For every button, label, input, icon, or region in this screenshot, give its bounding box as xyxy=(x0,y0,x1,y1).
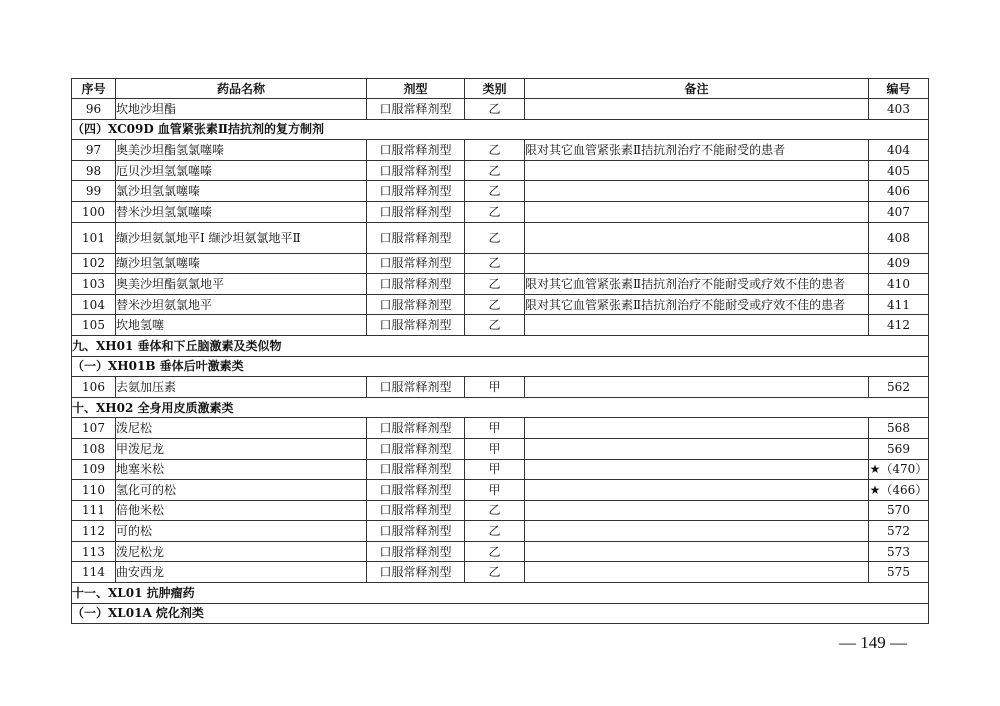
cell-code: 575 xyxy=(869,562,929,583)
cell-no: 114 xyxy=(72,562,116,583)
cell-category: 乙 xyxy=(465,315,525,336)
section-row xyxy=(72,397,929,418)
cell-code: 407 xyxy=(869,201,929,222)
cell-category: 乙 xyxy=(465,274,525,295)
cell-code: 410 xyxy=(869,274,929,295)
cell-code: 405 xyxy=(869,160,929,181)
cell-form: 口服常释剂型 xyxy=(367,274,465,295)
cell-note: 限对其它血管紧张素Ⅱ拮抗剂治疗不能耐受的患者 xyxy=(525,140,869,161)
cell-category: 乙 xyxy=(465,562,525,583)
table-row xyxy=(72,562,929,583)
cell-form: 口服常释剂型 xyxy=(367,181,465,202)
cell-category: 乙 xyxy=(465,140,525,161)
cell-no: 109 xyxy=(72,459,116,480)
cell-code: 411 xyxy=(869,294,929,315)
table-row xyxy=(72,377,929,398)
cell-no: 108 xyxy=(72,438,116,459)
cell-name: 缬沙坦氢氯噻嗪 xyxy=(116,253,367,274)
cell-note xyxy=(525,459,869,480)
cell-no: 111 xyxy=(72,500,116,521)
cell-note xyxy=(525,160,869,181)
table-row xyxy=(72,541,929,562)
table-row xyxy=(72,315,929,336)
cell-category: 乙 xyxy=(465,201,525,222)
cell-form: 口服常释剂型 xyxy=(367,377,465,398)
cell-category: 乙 xyxy=(465,253,525,274)
cell-no: 113 xyxy=(72,541,116,562)
section-title: （一）XL01A 烷化剂类 xyxy=(72,603,929,624)
page-number: — 149 — xyxy=(839,633,907,652)
cell-note xyxy=(525,253,869,274)
cell-category: 乙 xyxy=(465,99,525,120)
cell-category: 乙 xyxy=(465,541,525,562)
table-row xyxy=(72,222,929,253)
cell-category: 甲 xyxy=(465,480,525,501)
header-name: 药品名称 xyxy=(116,79,367,99)
table-row xyxy=(72,438,929,459)
cell-code: 569 xyxy=(869,438,929,459)
cell-note xyxy=(525,222,869,253)
table-row xyxy=(72,274,929,295)
table-row xyxy=(72,201,929,222)
cell-no: 101 xyxy=(72,222,116,253)
table-row xyxy=(72,521,929,542)
cell-category: 甲 xyxy=(465,438,525,459)
cell-note xyxy=(525,181,869,202)
cell-form: 口服常释剂型 xyxy=(367,418,465,439)
cell-category: 甲 xyxy=(465,418,525,439)
cell-form: 口服常释剂型 xyxy=(367,459,465,480)
cell-no: 106 xyxy=(72,377,116,398)
cell-category: 乙 xyxy=(465,181,525,202)
cell-note xyxy=(525,500,869,521)
header-no: 序号 xyxy=(72,79,116,99)
section-title: 十、XH02 全身用皮质激素类 xyxy=(72,397,929,418)
cell-name: 氯沙坦氢氯噻嗪 xyxy=(116,181,367,202)
cell-note xyxy=(525,521,869,542)
header-note: 备注 xyxy=(525,79,869,99)
cell-form: 口服常释剂型 xyxy=(367,480,465,501)
cell-code: ★（466） xyxy=(869,480,929,501)
cell-code: 412 xyxy=(869,315,929,336)
cell-form: 口服常释剂型 xyxy=(367,521,465,542)
cell-code: 570 xyxy=(869,500,929,521)
cell-name: 曲安西龙 xyxy=(116,562,367,583)
table-row xyxy=(72,459,929,480)
table-row xyxy=(72,480,929,501)
cell-name: 甲泼尼龙 xyxy=(116,438,367,459)
section-row xyxy=(72,603,929,624)
cell-name: 坎地沙坦酯 xyxy=(116,99,367,120)
section-row xyxy=(72,119,929,140)
cell-code: 408 xyxy=(869,222,929,253)
cell-name: 缬沙坦氨氯地平Ⅰ 缬沙坦氨氯地平Ⅱ xyxy=(116,222,367,253)
cell-form: 口服常释剂型 xyxy=(367,500,465,521)
cell-form: 口服常释剂型 xyxy=(367,222,465,253)
cell-name: 厄贝沙坦氢氯噻嗪 xyxy=(116,160,367,181)
cell-note xyxy=(525,377,869,398)
cell-code: 409 xyxy=(869,253,929,274)
cell-name: 奥美沙坦酯氨氯地平 xyxy=(116,274,367,295)
table-row xyxy=(72,253,929,274)
cell-form: 口服常释剂型 xyxy=(367,160,465,181)
table-row xyxy=(72,160,929,181)
cell-no: 98 xyxy=(72,160,116,181)
cell-no: 103 xyxy=(72,274,116,295)
cell-note xyxy=(525,315,869,336)
cell-note xyxy=(525,99,869,120)
cell-note: 限对其它血管紧张素Ⅱ拮抗剂治疗不能耐受或疗效不佳的患者 xyxy=(525,294,869,315)
cell-name: 倍他米松 xyxy=(116,500,367,521)
cell-code: 406 xyxy=(869,181,929,202)
cell-note xyxy=(525,541,869,562)
cell-code: 404 xyxy=(869,140,929,161)
cell-form: 口服常释剂型 xyxy=(367,541,465,562)
cell-no: 97 xyxy=(72,140,116,161)
cell-name: 去氨加压素 xyxy=(116,377,367,398)
cell-category: 乙 xyxy=(465,222,525,253)
cell-name: 奥美沙坦酯氢氯噻嗪 xyxy=(116,140,367,161)
cell-name: 坎地氢噻 xyxy=(116,315,367,336)
cell-no: 107 xyxy=(72,418,116,439)
cell-category: 甲 xyxy=(465,459,525,480)
cell-form: 口服常释剂型 xyxy=(367,562,465,583)
cell-code: 568 xyxy=(869,418,929,439)
cell-category: 乙 xyxy=(465,521,525,542)
cell-note xyxy=(525,418,869,439)
cell-note: 限对其它血管紧张素Ⅱ拮抗剂治疗不能耐受或疗效不佳的患者 xyxy=(525,274,869,295)
header-row xyxy=(72,79,929,99)
cell-note xyxy=(525,438,869,459)
table-row xyxy=(72,181,929,202)
section-title: 十一、XL01 抗肿瘤药 xyxy=(72,583,929,604)
cell-name: 可的松 xyxy=(116,521,367,542)
cell-category: 乙 xyxy=(465,500,525,521)
cell-name: 泼尼松 xyxy=(116,418,367,439)
cell-no: 96 xyxy=(72,99,116,120)
cell-code: ★（470） xyxy=(869,459,929,480)
cell-category: 乙 xyxy=(465,160,525,181)
header-category: 类别 xyxy=(465,79,525,99)
section-title: （四）XC09D 血管紧张素Ⅱ拮抗剂的复方制剂 xyxy=(72,119,929,140)
cell-no: 99 xyxy=(72,181,116,202)
section-title: （一）XH01B 垂体后叶激素类 xyxy=(72,356,929,377)
cell-no: 102 xyxy=(72,253,116,274)
cell-form: 口服常释剂型 xyxy=(367,315,465,336)
cell-no: 105 xyxy=(72,315,116,336)
table-row xyxy=(72,99,929,120)
drug-table xyxy=(71,78,929,624)
table-row xyxy=(72,500,929,521)
cell-no: 100 xyxy=(72,201,116,222)
header-code: 编号 xyxy=(869,79,929,99)
cell-no: 110 xyxy=(72,480,116,501)
section-row xyxy=(72,335,929,356)
cell-note xyxy=(525,562,869,583)
cell-form: 口服常释剂型 xyxy=(367,140,465,161)
cell-category: 乙 xyxy=(465,294,525,315)
cell-no: 104 xyxy=(72,294,116,315)
cell-name: 替米沙坦氨氯地平 xyxy=(116,294,367,315)
table-row xyxy=(72,418,929,439)
cell-note xyxy=(525,480,869,501)
cell-name: 替米沙坦氢氯噻嗪 xyxy=(116,201,367,222)
table-body xyxy=(72,99,929,624)
cell-no: 112 xyxy=(72,521,116,542)
cell-form: 口服常释剂型 xyxy=(367,294,465,315)
section-row xyxy=(72,356,929,377)
section-title: 九、XH01 垂体和下丘脑激素及类似物 xyxy=(72,335,929,356)
cell-name: 氢化可的松 xyxy=(116,480,367,501)
cell-code: 572 xyxy=(869,521,929,542)
cell-code: 562 xyxy=(869,377,929,398)
table-row xyxy=(72,140,929,161)
cell-code: 403 xyxy=(869,99,929,120)
cell-form: 口服常释剂型 xyxy=(367,438,465,459)
cell-category: 甲 xyxy=(465,377,525,398)
header-form: 剂型 xyxy=(367,79,465,99)
cell-note xyxy=(525,201,869,222)
cell-form: 口服常释剂型 xyxy=(367,253,465,274)
cell-form: 口服常释剂型 xyxy=(367,201,465,222)
section-row xyxy=(72,583,929,604)
cell-name: 泼尼松龙 xyxy=(116,541,367,562)
cell-code: 573 xyxy=(869,541,929,562)
cell-form: 口服常释剂型 xyxy=(367,99,465,120)
cell-name: 地塞米松 xyxy=(116,459,367,480)
table-row xyxy=(72,294,929,315)
